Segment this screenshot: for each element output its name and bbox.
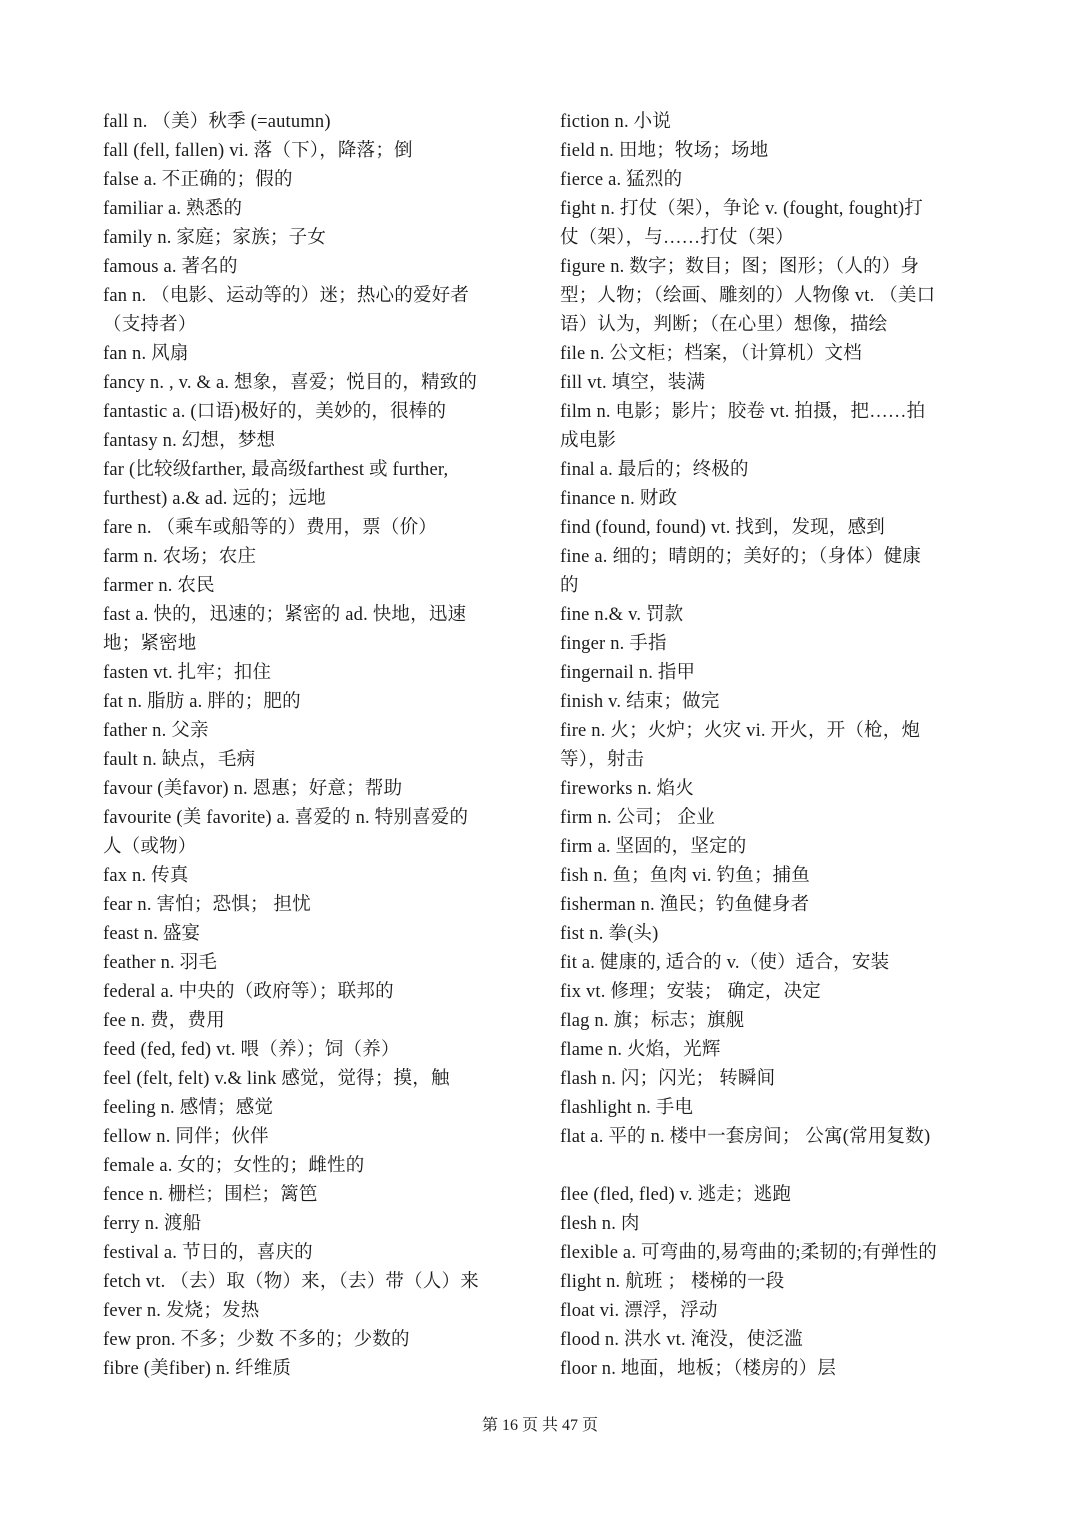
vocab-line: fear n. 害怕；恐惧； 担忧 <box>103 895 311 915</box>
vocab-line: 人（或物） <box>103 837 197 857</box>
vocab-line: family n. 家庭；家族；子女 <box>103 228 327 248</box>
vocab-line: final a. 最后的；终极的 <box>560 460 749 480</box>
right-column <box>560 108 980 1384</box>
vocab-line: fault n. 缺点，毛病 <box>103 750 256 770</box>
vocab-line: female a. 女的；女性的；雌性的 <box>103 1156 365 1176</box>
vocab-line: float vi. 漂浮，浮动 <box>560 1301 718 1321</box>
vocab-line: 地；紧密地 <box>103 634 197 654</box>
vocab-line: fan n. 风扇 <box>103 344 189 364</box>
vocab-line: fan n. （电影、运动等的）迷；热心的爱好者 <box>103 286 470 306</box>
vocab-line: flight n. 航班 ； 楼梯的一段 <box>560 1272 785 1292</box>
vocab-line: file n. 公文柜；档案，（计算机）文档 <box>560 344 862 364</box>
vocab-line: flashlight n. 手电 <box>560 1098 694 1118</box>
vocab-line <box>560 1152 980 1181</box>
vocab-line: far (比较级farther, 最高级farthest 或 further, <box>103 460 449 480</box>
vocab-line: firm n. 公司； 企业 <box>560 808 715 828</box>
vocab-line: flexible a. 可弯曲的,易弯曲的;柔韧的;有弹性的 <box>560 1243 937 1263</box>
vocab-line: feather n. 羽毛 <box>103 953 218 973</box>
vocab-line: film n. 电影；影片；胶卷 vt. 拍摄，把……拍 <box>560 402 926 422</box>
vocab-line: flesh n. 肉 <box>560 1214 640 1234</box>
vocab-line: feast n. 盛宴 <box>103 924 201 944</box>
vocab-line: feel (felt, felt) v.& link 感觉，觉得；摸，触 <box>103 1069 450 1089</box>
vocab-line: ferry n. 渡船 <box>103 1214 202 1234</box>
vocab-line: finance n. 财政 <box>560 489 678 509</box>
left-column <box>103 108 521 1384</box>
vocab-line: fare n. （乘车或船等的）费用，票（价） <box>103 518 437 538</box>
vocab-line: false a. 不正确的；假的 <box>103 170 293 190</box>
vocab-line: fine a. 细的；晴朗的；美好的；（身体）健康 <box>560 547 922 567</box>
vocab-line: fierce a. 猛烈的 <box>560 170 683 190</box>
vocab-line: fellow n. 同伴；伙伴 <box>103 1127 269 1147</box>
vocab-line: fall (fell, fallen) vi. 落（下），降落；倒 <box>103 141 413 161</box>
vocab-line: fantastic a. (口语)极好的，美妙的，很棒的 <box>103 402 447 422</box>
vocab-line: fire n. 火；火炉；火灾 vi. 开火，开（枪，炮 <box>560 721 921 741</box>
page-footer: 第 16 页 共 47 页 <box>481 1417 598 1434</box>
vocab-line: floor n. 地面，地板；（楼房的）层 <box>560 1359 837 1379</box>
vocab-line: 的 <box>560 576 579 596</box>
vocab-line: （支持者） <box>103 315 197 335</box>
vocab-line: fetch vt. （去）取（物）来，（去）带（人）来 <box>103 1272 479 1292</box>
vocab-line: finger n. 手指 <box>560 634 667 654</box>
vocab-line: 仗（架），与……打仗（架） <box>560 228 794 248</box>
vocab-line: fix vt. 修理；安装； 确定，决定 <box>560 982 821 1002</box>
vocab-line: fish n. 鱼；鱼肉 vi. 钓鱼；捕鱼 <box>560 866 811 886</box>
vocab-line: federal a. 中央的（政府等）；联邦的 <box>103 982 394 1002</box>
vocab-line: flame n. 火焰，光辉 <box>560 1040 721 1060</box>
vocab-line: favourite (美 favorite) a. 喜爱的 n. 特别喜爱的 <box>103 808 469 828</box>
vocab-line: fantasy n. 幻想，梦想 <box>103 431 276 451</box>
vocab-line: fence n. 栅栏；围栏；篱笆 <box>103 1185 318 1205</box>
vocab-line: fist n. 拳(头) <box>560 924 659 944</box>
vocab-line: flood n. 洪水 vt. 淹没，使泛滥 <box>560 1330 803 1350</box>
vocab-line: famous a. 著名的 <box>103 257 238 277</box>
vocab-line: 语）认为，判断；（在心里）想像，描绘 <box>560 315 888 335</box>
vocab-line: figure n. 数字；数目；图；图形；（人的）身 <box>560 257 920 277</box>
vocab-line: fine n.& v. 罚款 <box>560 605 684 625</box>
vocab-line: familiar a. 熟悉的 <box>103 199 243 219</box>
vocab-line: fall n. （美）秋季 (=autumn) <box>103 112 331 132</box>
vocab-line: flag n. 旗；标志；旗舰 <box>560 1011 745 1031</box>
vocab-line: farm n. 农场；农庄 <box>103 547 257 567</box>
vocab-line: fireworks n. 焰火 <box>560 779 695 799</box>
vocab-line: furthest) a.& ad. 远的；远地 <box>103 489 326 509</box>
vocab-line: flat a. 平的 n. 楼中一套房间； 公寓(常用复数) <box>560 1127 931 1147</box>
vocab-line: fax n. 传真 <box>103 866 189 886</box>
vocab-line: fiction n. 小说 <box>560 112 672 132</box>
vocab-line: fit a. 健康的, 适合的 v.（使）适合，安装 <box>560 953 890 973</box>
vocab-line: finish v. 结束；做完 <box>560 692 720 712</box>
vocab-line: flash n. 闪；闪光； 转瞬间 <box>560 1069 776 1089</box>
vocab-line: father n. 父亲 <box>103 721 209 741</box>
vocab-line: feeling n. 感情；感觉 <box>103 1098 274 1118</box>
vocab-line: fever n. 发烧；发热 <box>103 1301 260 1321</box>
vocab-line: festival a. 节日的，喜庆的 <box>103 1243 313 1263</box>
vocab-line: 成电影 <box>560 431 617 451</box>
vocab-line: 型；人物；（绘画、雕刻的）人物像 vt. （美口 <box>560 286 936 306</box>
vocab-line: fisherman n. 渔民；钓鱼健身者 <box>560 895 810 915</box>
vocab-line: fight n. 打仗（架），争论 v. (fought, fought)打 <box>560 199 924 219</box>
vocab-line: fee n. 费，费用 <box>103 1011 225 1031</box>
vocab-line: fill vt. 填空，装满 <box>560 373 706 393</box>
vocab-line: flee (fled, fled) v. 逃走；逃跑 <box>560 1185 792 1205</box>
vocab-line: field n. 田地；牧场；场地 <box>560 141 769 161</box>
vocab-line: fast a. 快的，迅速的；紧密的 ad. 快地，迅速 <box>103 605 467 625</box>
vocab-line: fingernail n. 指甲 <box>560 663 696 683</box>
vocab-line: fancy n. , v. & a. 想象，喜爱；悦目的，精致的 <box>103 373 478 393</box>
vocab-line: farmer n. 农民 <box>103 576 215 596</box>
vocab-line: firm a. 坚固的，坚定的 <box>560 837 747 857</box>
vocab-line: find (found, found) vt. 找到，发现，感到 <box>560 518 885 538</box>
vocab-line: 等），射击 <box>560 750 645 770</box>
vocab-line: fasten vt. 扎牢；扣住 <box>103 663 272 683</box>
vocab-line: favour (美favor) n. 恩惠；好意；帮助 <box>103 779 403 799</box>
vocab-line: fat n. 脂肪 a. 胖的；肥的 <box>103 692 301 712</box>
vocab-line: fibre (美fiber) n. 纤维质 <box>103 1359 292 1379</box>
vocab-line: few pron. 不多；少数 不多的；少数的 <box>103 1330 410 1350</box>
vocab-line: feed (fed, fed) vt. 喂（养）；饲（养） <box>103 1040 400 1060</box>
